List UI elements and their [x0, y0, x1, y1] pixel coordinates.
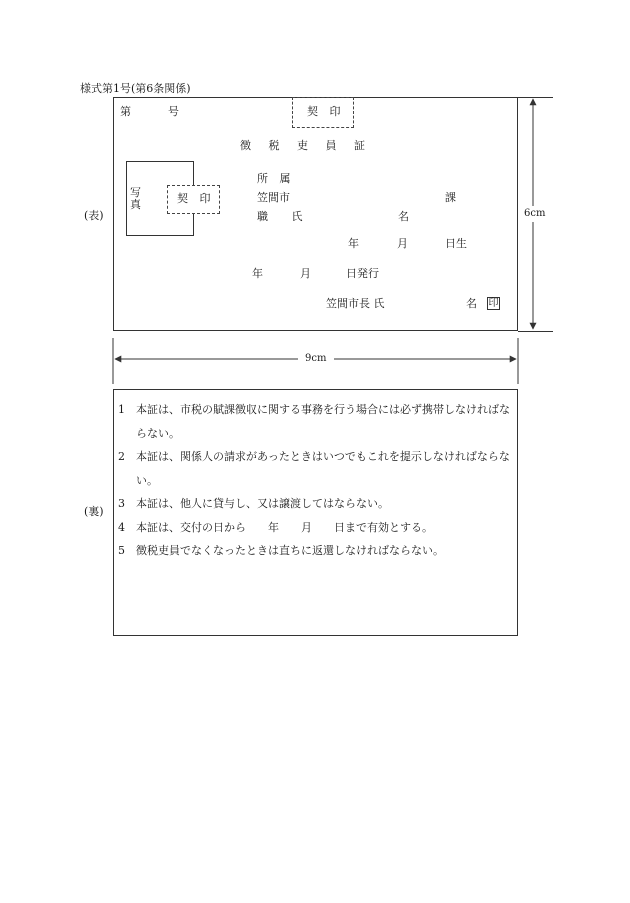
photo-seal-label: 契 印: [177, 192, 215, 205]
birth-day: 日生: [445, 237, 467, 250]
height-dimension: 6cm: [524, 208, 546, 219]
name-label-1: 職 氏: [257, 210, 313, 223]
photo-label: 写真: [130, 186, 141, 211]
city-name: 笠間市: [257, 191, 290, 204]
affiliation-label: 所 属: [257, 172, 295, 185]
mayor-label: 笠間市長 氏: [326, 297, 385, 310]
front-side-label: (表): [84, 209, 104, 222]
note-item: [118, 539, 518, 563]
note-text: 本証は、関係人の請求があったときはいつでもこれを提示しなければならない。: [136, 450, 510, 487]
number-suffix: 号: [168, 105, 179, 118]
note-item: [118, 445, 518, 492]
section-suffix: 課: [445, 191, 456, 204]
note-text: 徴税吏員でなくなったときは直ちに返還しなければならない。: [136, 544, 444, 557]
issue-day: 日発行: [346, 267, 379, 280]
mayor-name-suffix: 名: [466, 297, 477, 310]
birth-month: 月: [397, 237, 408, 250]
card-title: 徴 税 吏 員 証: [240, 139, 372, 152]
issue-month: 月: [300, 267, 311, 280]
name-label-2: 名: [398, 210, 409, 223]
seal-label: 契 印: [307, 105, 345, 118]
issue-year: 年: [252, 267, 263, 280]
note-number: 1: [118, 403, 125, 416]
mayor-seal: 印: [488, 298, 499, 309]
notes-list: [118, 398, 518, 563]
form-title: 様式第1号(第6条関係): [80, 82, 191, 95]
note-item: [118, 492, 518, 516]
number-prefix: 第: [120, 105, 131, 118]
note-number: 5: [118, 544, 125, 557]
birth-year: 年: [348, 237, 359, 250]
back-side-label: (裏): [84, 505, 104, 518]
note-text: 本証は、交付の日から 年 月 日まで有効とする。: [136, 520, 433, 534]
note-number: 4: [118, 520, 125, 534]
note-item: [118, 516, 518, 540]
note-number: 2: [118, 450, 125, 463]
note-text: 本証は、市税の賦課徴収に関する事務を行う場合には必ず携帯しなければならない。: [136, 403, 510, 440]
width-dimension: 9cm: [305, 353, 327, 364]
note-text: 本証は、他人に貸与し、又は譲渡してはならない。: [136, 497, 389, 510]
note-number: 3: [118, 497, 125, 510]
note-item: [118, 398, 518, 445]
